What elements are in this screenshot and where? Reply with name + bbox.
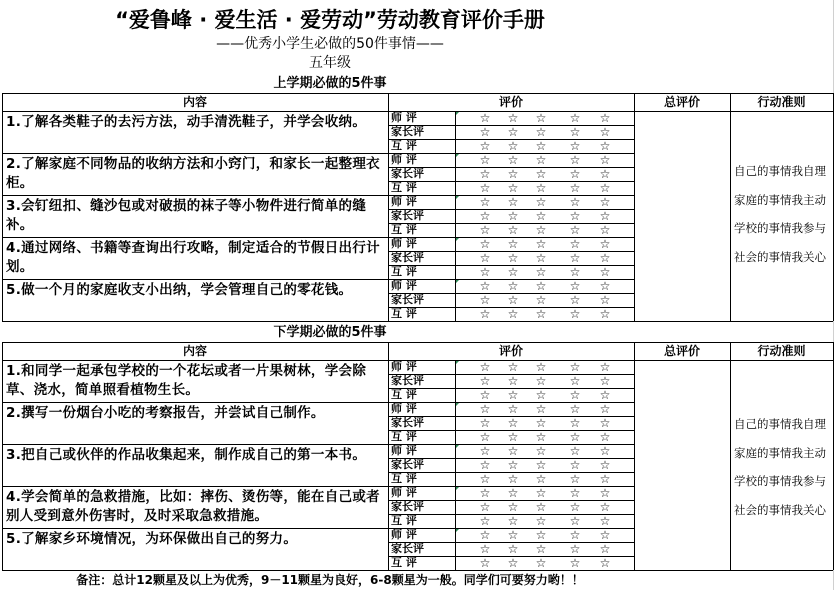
star-icon[interactable]: ☆ [535,374,547,388]
star-icon[interactable]: ☆ [479,402,491,416]
star-icon[interactable]: ☆ [599,458,611,472]
header-overall: 总评价 [663,344,700,358]
star-icon[interactable]: ☆ [479,514,491,528]
star-icon[interactable]: ☆ [569,514,581,528]
rating-col-border [455,528,456,570]
star-icon[interactable]: ☆ [599,402,611,416]
star-icon[interactable]: ☆ [507,430,519,444]
star-icon[interactable]: ☆ [599,556,611,570]
star-icon[interactable]: ☆ [479,528,491,542]
star-icon[interactable]: ☆ [535,458,547,472]
star-icon[interactable]: ☆ [479,472,491,486]
star-icon[interactable]: ☆ [535,265,547,279]
star-icon[interactable]: ☆ [569,444,581,458]
star-icon[interactable]: ☆ [507,486,519,500]
star-icon[interactable]: ☆ [507,139,519,153]
list-item: 2.了解家庭不同物品的收纳方法和小窍门，和家长一起整理衣柜。 [6,156,380,191]
guideline-text: 自己的事情我自理 [734,417,826,431]
star-icon[interactable]: ☆ [507,153,519,167]
star-icon[interactable]: ☆ [535,237,547,251]
rater-label: 家长评 [391,500,424,513]
star-icon[interactable]: ☆ [507,181,519,195]
rater-label: 互 评 [391,265,417,278]
star-icon[interactable]: ☆ [599,195,611,209]
star-icon[interactable]: ☆ [599,279,611,293]
star-icon[interactable]: ☆ [507,444,519,458]
star-icon[interactable]: ☆ [507,223,519,237]
star-icon[interactable]: ☆ [599,374,611,388]
rater-label: 师 评 [391,360,417,373]
star-icon[interactable]: ☆ [479,360,491,374]
star-icon[interactable]: ☆ [535,388,547,402]
rater-label: 家长评 [391,374,424,387]
list-item: 4.学会简单的急救措施，比如：摔伤、烫伤等，能在自己或者别人受到意外伤害时，及时采取急救措施。 [6,489,380,524]
star-icon[interactable]: ☆ [569,237,581,251]
star-icon[interactable]: ☆ [479,388,491,402]
rater-label: 互 评 [391,223,417,236]
table-border [730,93,731,321]
star-icon[interactable]: ☆ [599,444,611,458]
star-icon[interactable]: ☆ [507,167,519,181]
star-icon[interactable]: ☆ [507,111,519,125]
star-icon[interactable]: ☆ [507,251,519,265]
star-icon[interactable]: ☆ [599,416,611,430]
rater-label: 师 评 [391,279,417,292]
star-icon[interactable]: ☆ [479,111,491,125]
star-icon[interactable]: ☆ [599,307,611,321]
star-icon[interactable]: ☆ [535,430,547,444]
star-icon[interactable]: ☆ [535,472,547,486]
star-icon[interactable]: ☆ [569,360,581,374]
star-icon[interactable]: ☆ [479,153,491,167]
star-icon[interactable]: ☆ [569,500,581,514]
star-icon[interactable]: ☆ [479,265,491,279]
table-border [833,93,834,321]
star-icon[interactable]: ☆ [507,472,519,486]
rater-label: 师 评 [391,153,417,166]
table-border [2,342,3,570]
table-border [634,342,635,570]
star-icon[interactable]: ☆ [599,542,611,556]
rater-label: 家长评 [391,167,424,180]
star-icon[interactable]: ☆ [569,209,581,223]
star-icon[interactable]: ☆ [535,528,547,542]
rater-label: 师 评 [391,528,417,541]
star-icon[interactable]: ☆ [599,237,611,251]
star-icon[interactable]: ☆ [599,514,611,528]
star-icon[interactable]: ☆ [569,402,581,416]
rating-col-border [455,111,456,153]
rating-col-border [455,195,456,237]
rater-label: 互 评 [391,181,417,194]
semester-title: 上学期必做的5件事 [273,76,387,91]
table-border [388,342,389,570]
star-icon[interactable]: ☆ [599,125,611,139]
rating-col-border [455,360,456,402]
star-icon[interactable]: ☆ [569,486,581,500]
page-subtitle: ——优秀小学生必做的50件事情—— [216,36,444,52]
star-icon[interactable]: ☆ [507,237,519,251]
star-icon[interactable]: ☆ [479,223,491,237]
star-icon[interactable]: ☆ [507,388,519,402]
list-item: 1.了解各类鞋子的去污方法，动手清洗鞋子，并学会收纳。 [6,114,367,130]
star-icon[interactable]: ☆ [507,514,519,528]
rater-label: 家长评 [391,293,424,306]
rater-label: 互 评 [391,307,417,320]
star-icon[interactable]: ☆ [599,500,611,514]
star-icon[interactable]: ☆ [479,542,491,556]
guideline-text: 自己的事情我自理 [734,164,826,178]
star-icon[interactable]: ☆ [569,279,581,293]
star-icon[interactable]: ☆ [569,388,581,402]
table-border [730,342,731,570]
star-icon[interactable]: ☆ [599,293,611,307]
star-icon[interactable]: ☆ [569,265,581,279]
list-item: 5.了解家乡环境情况，为环保做出自己的努力。 [6,531,298,547]
star-icon[interactable]: ☆ [507,293,519,307]
rating-col-border [455,402,456,444]
rater-label: 互 评 [391,556,417,569]
rater-label: 师 评 [391,111,417,124]
star-icon[interactable]: ☆ [599,181,611,195]
star-icon[interactable]: ☆ [507,265,519,279]
rater-label: 家长评 [391,458,424,471]
rater-label: 互 评 [391,430,417,443]
list-item: 1.和同学一起承包学校的一个花坛或者一片果树林，学会除草、浇水，简单照看植物生长。 [6,363,367,398]
star-icon[interactable]: ☆ [479,486,491,500]
star-icon[interactable]: ☆ [569,125,581,139]
star-icon[interactable]: ☆ [535,360,547,374]
rater-label: 师 评 [391,444,417,457]
table-border [634,93,635,321]
star-icon[interactable]: ☆ [599,139,611,153]
header-evaluation: 评价 [498,344,523,358]
guideline-text: 学校的事情我参与 [734,474,826,488]
star-icon[interactable]: ☆ [507,528,519,542]
header-content: 内容 [182,344,207,358]
guideline-text: 社会的事情我关心 [734,502,826,517]
star-icon[interactable]: ☆ [535,556,547,570]
star-icon[interactable]: ☆ [479,293,491,307]
star-icon[interactable]: ☆ [535,402,547,416]
star-icon[interactable]: ☆ [479,500,491,514]
star-icon[interactable]: ☆ [479,125,491,139]
grade-label: 五年级 [309,55,351,71]
star-icon[interactable]: ☆ [479,181,491,195]
star-icon[interactable]: ☆ [599,360,611,374]
star-icon[interactable]: ☆ [535,167,547,181]
rating-col-border [455,486,456,528]
star-icon[interactable]: ☆ [535,181,547,195]
rater-label: 师 评 [391,402,417,415]
list-item: 3.会钉纽扣、缝沙包或对破损的袜子等小物件进行简单的缝补。 [6,198,367,233]
star-icon[interactable]: ☆ [507,542,519,556]
rating-col-border [455,279,456,321]
star-icon[interactable]: ☆ [479,139,491,153]
rating-col-border [455,237,456,279]
star-icon[interactable]: ☆ [507,458,519,472]
star-icon[interactable]: ☆ [599,430,611,444]
star-icon[interactable]: ☆ [599,486,611,500]
star-icon[interactable]: ☆ [507,279,519,293]
star-icon[interactable]: ☆ [569,181,581,195]
rater-label: 家长评 [391,416,424,429]
star-icon[interactable]: ☆ [599,472,611,486]
star-icon[interactable]: ☆ [507,416,519,430]
list-item: 4.通过网络、书籍等查询出行攻略，制定适合的节假日出行计划。 [6,240,380,275]
star-icon[interactable]: ☆ [479,251,491,265]
star-icon[interactable]: ☆ [535,279,547,293]
star-icon[interactable]: ☆ [599,528,611,542]
page-title: “爱鲁峰 · 爱生活 · 爱劳动”劳动教育评价手册 [115,8,545,32]
star-icon[interactable]: ☆ [479,167,491,181]
star-icon[interactable]: ☆ [507,360,519,374]
rater-label: 家长评 [391,542,424,555]
star-icon[interactable]: ☆ [535,251,547,265]
star-icon[interactable]: ☆ [507,125,519,139]
star-icon[interactable]: ☆ [479,416,491,430]
table-border [2,93,3,321]
rating-col-border [455,153,456,195]
star-icon[interactable]: ☆ [535,223,547,237]
star-icon[interactable]: ☆ [535,153,547,167]
star-icon[interactable]: ☆ [535,542,547,556]
star-icon[interactable]: ☆ [535,195,547,209]
star-icon[interactable]: ☆ [479,195,491,209]
star-icon[interactable]: ☆ [535,293,547,307]
star-icon[interactable]: ☆ [599,111,611,125]
star-icon[interactable]: ☆ [599,265,611,279]
star-icon[interactable]: ☆ [569,556,581,570]
star-icon[interactable]: ☆ [599,167,611,181]
star-icon[interactable]: ☆ [479,279,491,293]
star-icon[interactable]: ☆ [569,195,581,209]
table-border [833,342,834,570]
rater-label: 互 评 [391,388,417,401]
list-item: 5.做一个月的家庭收支小出纳，学会管理自己的零花钱。 [6,282,353,298]
footnote: 备注：总计12颗星及以上为优秀，9－11颗星为良好，6-8颗星为一般。同学们可要努力哟！！ [76,573,584,587]
star-icon[interactable]: ☆ [479,458,491,472]
star-icon[interactable]: ☆ [479,444,491,458]
star-icon[interactable]: ☆ [535,416,547,430]
list-item: 2.撰写一份烟台小吃的考察报告，并尝试自己制作。 [6,405,325,421]
rating-col-border [455,444,456,486]
star-icon[interactable]: ☆ [569,139,581,153]
star-icon[interactable]: ☆ [569,458,581,472]
star-icon[interactable]: ☆ [569,251,581,265]
guideline-text: 家庭的事情我主动 [734,192,826,207]
star-icon[interactable]: ☆ [599,223,611,237]
rater-label: 师 评 [391,486,417,499]
star-icon[interactable]: ☆ [507,500,519,514]
star-icon[interactable]: ☆ [479,307,491,321]
star-icon[interactable]: ☆ [569,542,581,556]
header-content: 内容 [182,95,207,109]
star-icon[interactable]: ☆ [569,528,581,542]
guideline-text: 学校的事情我参与 [734,221,826,235]
guideline-text: 社会的事情我关心 [734,249,826,264]
header-guidelines: 行动准则 [757,95,806,109]
rater-label: 家长评 [391,251,424,264]
star-icon[interactable]: ☆ [507,307,519,321]
rater-label: 互 评 [391,514,417,527]
star-icon[interactable]: ☆ [535,514,547,528]
star-icon[interactable]: ☆ [507,195,519,209]
star-icon[interactable]: ☆ [479,556,491,570]
rater-label: 互 评 [391,472,417,485]
star-icon[interactable]: ☆ [535,486,547,500]
header-overall: 总评价 [663,95,700,109]
rater-label: 家长评 [391,209,424,222]
star-icon[interactable]: ☆ [535,500,547,514]
rater-label: 师 评 [391,195,417,208]
star-icon[interactable]: ☆ [569,111,581,125]
rater-label: 家长评 [391,125,424,138]
star-icon[interactable]: ☆ [569,472,581,486]
header-guidelines: 行动准则 [757,344,806,358]
star-icon[interactable]: ☆ [569,307,581,321]
star-icon[interactable]: ☆ [569,374,581,388]
star-icon[interactable]: ☆ [569,223,581,237]
star-icon[interactable]: ☆ [599,153,611,167]
star-icon[interactable]: ☆ [569,167,581,181]
semester-title: 下学期必做的5件事 [273,325,387,340]
table-border [388,93,389,321]
star-icon[interactable]: ☆ [599,388,611,402]
guideline-text: 家庭的事情我主动 [734,445,826,460]
star-icon[interactable]: ☆ [569,293,581,307]
star-icon[interactable]: ☆ [535,307,547,321]
star-icon[interactable]: ☆ [535,444,547,458]
star-icon[interactable]: ☆ [507,402,519,416]
header-evaluation: 评价 [498,95,523,109]
list-item: 3.把自己或伙伴的作品收集起来，制作成自己的第一本书。 [6,447,367,463]
star-icon[interactable]: ☆ [479,209,491,223]
star-icon[interactable]: ☆ [569,430,581,444]
star-icon[interactable]: ☆ [535,111,547,125]
star-icon[interactable]: ☆ [507,209,519,223]
rater-label: 师 评 [391,237,417,250]
star-icon[interactable]: ☆ [569,416,581,430]
star-icon[interactable]: ☆ [599,209,611,223]
star-icon[interactable]: ☆ [535,139,547,153]
star-icon[interactable]: ☆ [479,374,491,388]
star-icon[interactable]: ☆ [569,153,581,167]
star-icon[interactable]: ☆ [479,237,491,251]
rater-label: 互 评 [391,139,417,152]
star-icon[interactable]: ☆ [599,251,611,265]
star-icon[interactable]: ☆ [507,374,519,388]
star-icon[interactable]: ☆ [535,209,547,223]
star-icon[interactable]: ☆ [535,125,547,139]
star-icon[interactable]: ☆ [507,556,519,570]
star-icon[interactable]: ☆ [479,430,491,444]
